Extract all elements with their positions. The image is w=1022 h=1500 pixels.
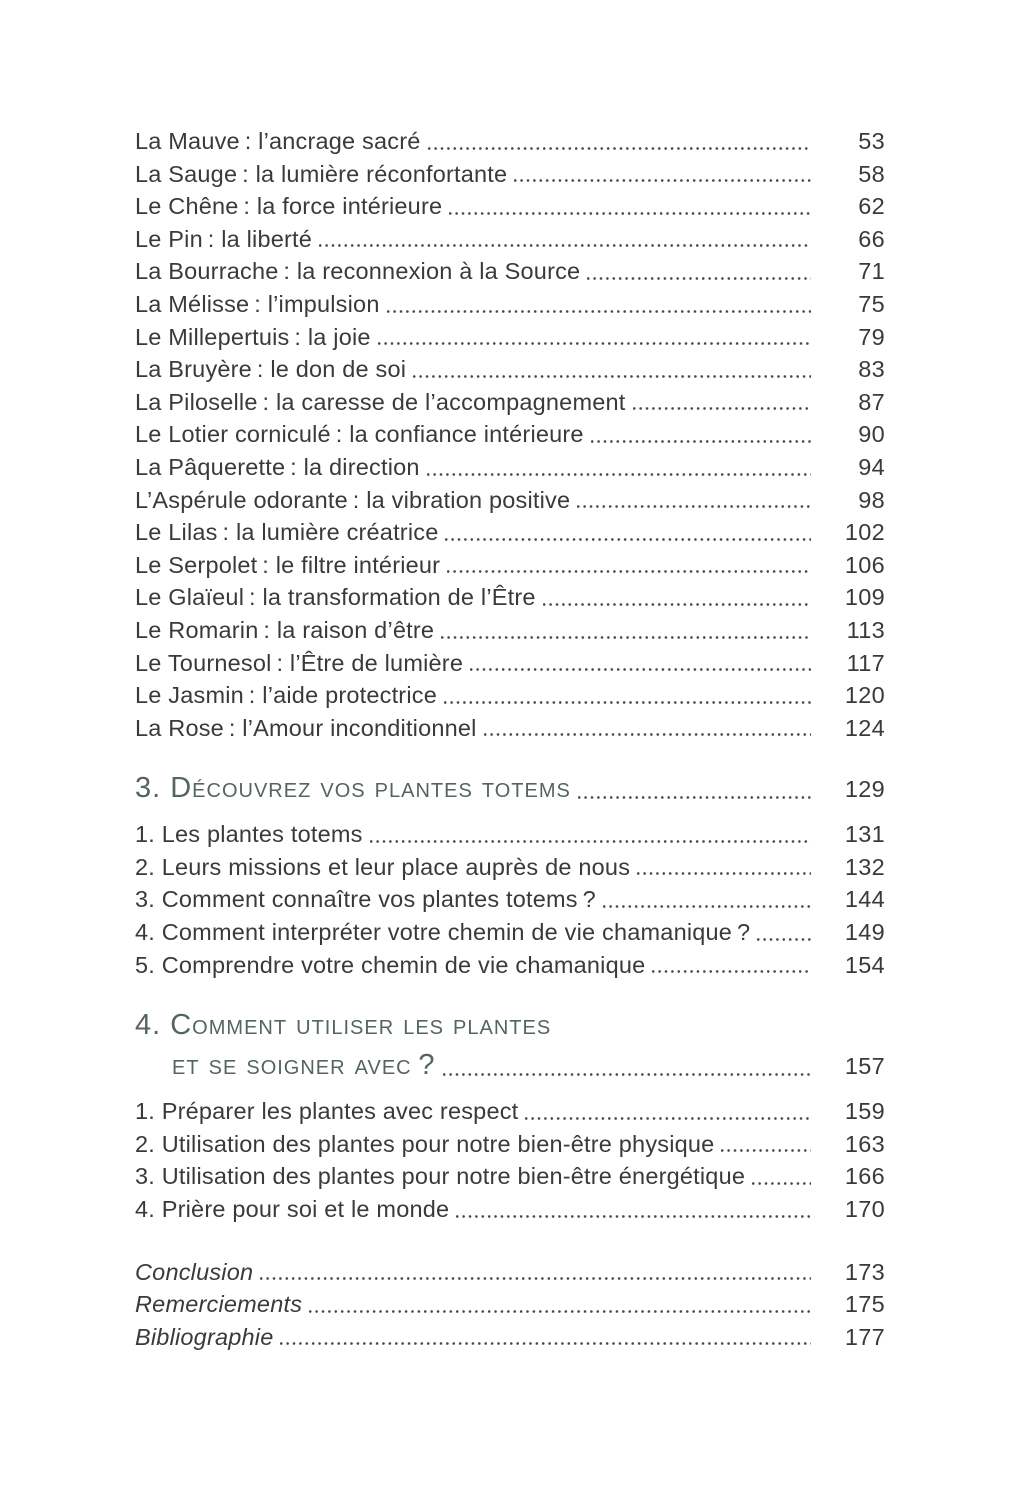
dot-leader [543, 603, 811, 606]
dot-leader [444, 701, 811, 704]
toc-row [135, 647, 885, 680]
dot-leader [413, 375, 811, 378]
toc-row [135, 1095, 885, 1128]
toc-row [135, 190, 885, 223]
toc-entry-title: 5. Comprendre votre chemin de vie chamanique [135, 951, 646, 978]
dot-leader [447, 570, 811, 573]
toc-row [135, 484, 885, 517]
dot-leader [456, 1215, 811, 1218]
dot-leader [484, 733, 811, 736]
page-number: 62 [858, 193, 885, 220]
dot-leader [587, 277, 811, 280]
dot-leader [319, 244, 811, 247]
page-number: 117 [846, 649, 885, 676]
dot-leader [752, 1182, 811, 1185]
page-number: 79 [858, 323, 885, 350]
page-number: 159 [844, 1098, 885, 1125]
toc-row [135, 223, 885, 256]
toc-entry-title: La Rose : l’Amour inconditionnel [135, 714, 477, 741]
toc-row [135, 288, 885, 321]
dot-leader [428, 147, 811, 150]
toc-row [135, 125, 885, 158]
page-number: 53 [858, 128, 885, 154]
toc-entry-title: 2. Utilisation des plantes pour notre bien-être physique [135, 1130, 715, 1157]
dot-leader [578, 796, 811, 799]
page-number: 71 [858, 258, 885, 285]
toc-row [135, 1045, 885, 1086]
page-number: 157 [844, 1053, 885, 1080]
toc-row [135, 516, 885, 549]
dot-leader [449, 212, 811, 215]
toc-entry-title: L’Aspérule odorante : la vibration positive [135, 486, 571, 513]
dot-leader [443, 1073, 811, 1076]
dot-leader [378, 342, 811, 345]
toc-entry-title: La Mélisse : l’impulsion [135, 290, 380, 317]
dot-leader [309, 1310, 811, 1313]
sections-list [135, 768, 885, 1225]
dot-leader [577, 505, 811, 508]
toc-row [135, 1193, 885, 1226]
toc-row [135, 1160, 885, 1193]
dot-leader [387, 310, 811, 313]
toc-row [135, 1005, 885, 1045]
toc-entry-title: Le Tournesol : l’Être de lumière [135, 649, 464, 676]
page-number: 175 [844, 1291, 885, 1318]
dot-leader [370, 840, 811, 843]
dot-leader [514, 179, 811, 182]
toc-row [135, 768, 885, 809]
page-number: 129 [844, 776, 885, 803]
toc-entry-title: Le Lotier corniculé : la confiance intérieure [135, 421, 584, 448]
toc-row [135, 883, 885, 916]
toc-row [135, 386, 885, 419]
toc-entry-title: Le Romarin : la raison d’être [135, 616, 435, 643]
dot-leader [441, 636, 811, 639]
dot-leader [427, 473, 811, 476]
page-number: 98 [858, 486, 885, 513]
page-number: 124 [844, 714, 885, 741]
dot-leader [757, 938, 811, 941]
toc-entry-title: 4. Prière pour soi et le monde [135, 1196, 450, 1223]
toc-row [135, 679, 885, 712]
page-number: 154 [844, 951, 885, 978]
dot-leader [525, 1117, 811, 1120]
toc-row [135, 1256, 885, 1289]
toc-entry-title: La Pâquerette : la direction [135, 453, 420, 480]
toc-row [135, 418, 885, 451]
page-number: 66 [858, 225, 885, 252]
section-heading: et se soigner avec ? [172, 1049, 436, 1082]
dot-leader [721, 1149, 811, 1152]
toc-entry-title: Conclusion [135, 1258, 254, 1285]
page-number: 170 [844, 1196, 885, 1223]
page-number: 90 [858, 421, 885, 448]
toc-entry-title: Le Glaïeul : la transformation de l’Être [135, 584, 536, 611]
toc-row [135, 851, 885, 884]
dot-leader [637, 872, 811, 875]
toc-entry-title: La Sauge : la lumière réconfortante [135, 160, 508, 187]
dot-leader [445, 538, 811, 541]
toc-entry-title: 3. Utilisation des plantes pour notre bien-être énergétique [135, 1163, 746, 1190]
page-number: 132 [844, 853, 885, 880]
toc-entry-title: 4. Comment interpréter votre chemin de vie chamanique ? [135, 919, 751, 946]
section-heading: 4. Comment utiliser les plantes [135, 1009, 552, 1042]
toc-entry-title: Le Jasmin : l’aide protectrice [135, 682, 437, 709]
page-number: 177 [844, 1323, 885, 1350]
toc-row [135, 949, 885, 982]
dot-leader [470, 668, 811, 671]
toc-row [135, 818, 885, 851]
toc-entry-title: Le Chêne : la force intérieure [135, 193, 443, 220]
toc-row [135, 321, 885, 354]
page-number: 173 [844, 1258, 885, 1285]
toc-row [135, 353, 885, 386]
dot-leader [603, 905, 811, 908]
toc-entry-title: 3. Comment connaître vos plantes totems ? [135, 886, 596, 913]
toc-row [135, 255, 885, 288]
page-number: 163 [844, 1130, 885, 1157]
page-number: 113 [846, 616, 885, 643]
toc-entry-title: Le Pin : la liberté [135, 225, 313, 252]
toc-entry-title: La Piloselle : la caresse de l’accompagnement [135, 388, 626, 415]
toc-entry-title: Le Millepertuis : la joie [135, 323, 371, 350]
page-number: 120 [844, 682, 885, 709]
toc-row [135, 549, 885, 582]
dot-leader [633, 407, 812, 410]
toc-entry-title: 1. Préparer les plantes avec respect [135, 1098, 519, 1125]
plant-entries-list [135, 125, 885, 744]
dot-leader [260, 1277, 811, 1280]
toc-section-4 [135, 1005, 885, 1225]
section-heading: 3. Découvrez vos plantes totems [135, 772, 571, 805]
page-number: 166 [844, 1163, 885, 1190]
toc-entry-title: La Mauve : l’ancrage sacré [135, 128, 421, 154]
page-number: 58 [858, 160, 885, 187]
toc-row [135, 158, 885, 191]
toc-row [135, 581, 885, 614]
toc-row [135, 614, 885, 647]
page-number: 109 [844, 584, 885, 611]
page-number: 87 [858, 388, 885, 415]
page-number: 102 [844, 519, 885, 546]
page-number: 131 [844, 821, 885, 848]
page-number: 106 [844, 551, 885, 578]
toc-entry-title: Le Lilas : la lumière créatrice [135, 519, 439, 546]
toc-row [135, 1321, 885, 1354]
section-items [135, 1095, 885, 1225]
toc-row [135, 451, 885, 484]
toc-row [135, 916, 885, 949]
page-number: 75 [858, 290, 885, 317]
toc-entry-title: La Bruyère : le don de soi [135, 356, 407, 383]
toc-entry-title: Remerciements [135, 1291, 303, 1318]
section-items [135, 818, 885, 981]
toc-row [135, 1288, 885, 1321]
toc-entry-title: 2. Leurs missions et leur place auprès de nous [135, 853, 631, 880]
dot-leader [652, 970, 811, 973]
toc-section-3 [135, 768, 885, 981]
back-matter-list [135, 1256, 885, 1354]
toc-entry-title: Le Serpolet : le filtre intérieur [135, 551, 441, 578]
dot-leader [591, 440, 811, 443]
toc-entry-title: Bibliographie [135, 1323, 274, 1350]
toc-row [135, 712, 885, 745]
page-number: 83 [858, 356, 885, 383]
page-number: 149 [844, 919, 885, 946]
dot-leader [280, 1342, 811, 1345]
page-number: 144 [844, 886, 885, 913]
page-number: 94 [858, 453, 885, 480]
toc-entry-title: 1. Les plantes totems [135, 821, 363, 848]
toc-row [135, 1128, 885, 1161]
toc-entry-title: La Bourrache : la reconnexion à la Source [135, 258, 581, 285]
